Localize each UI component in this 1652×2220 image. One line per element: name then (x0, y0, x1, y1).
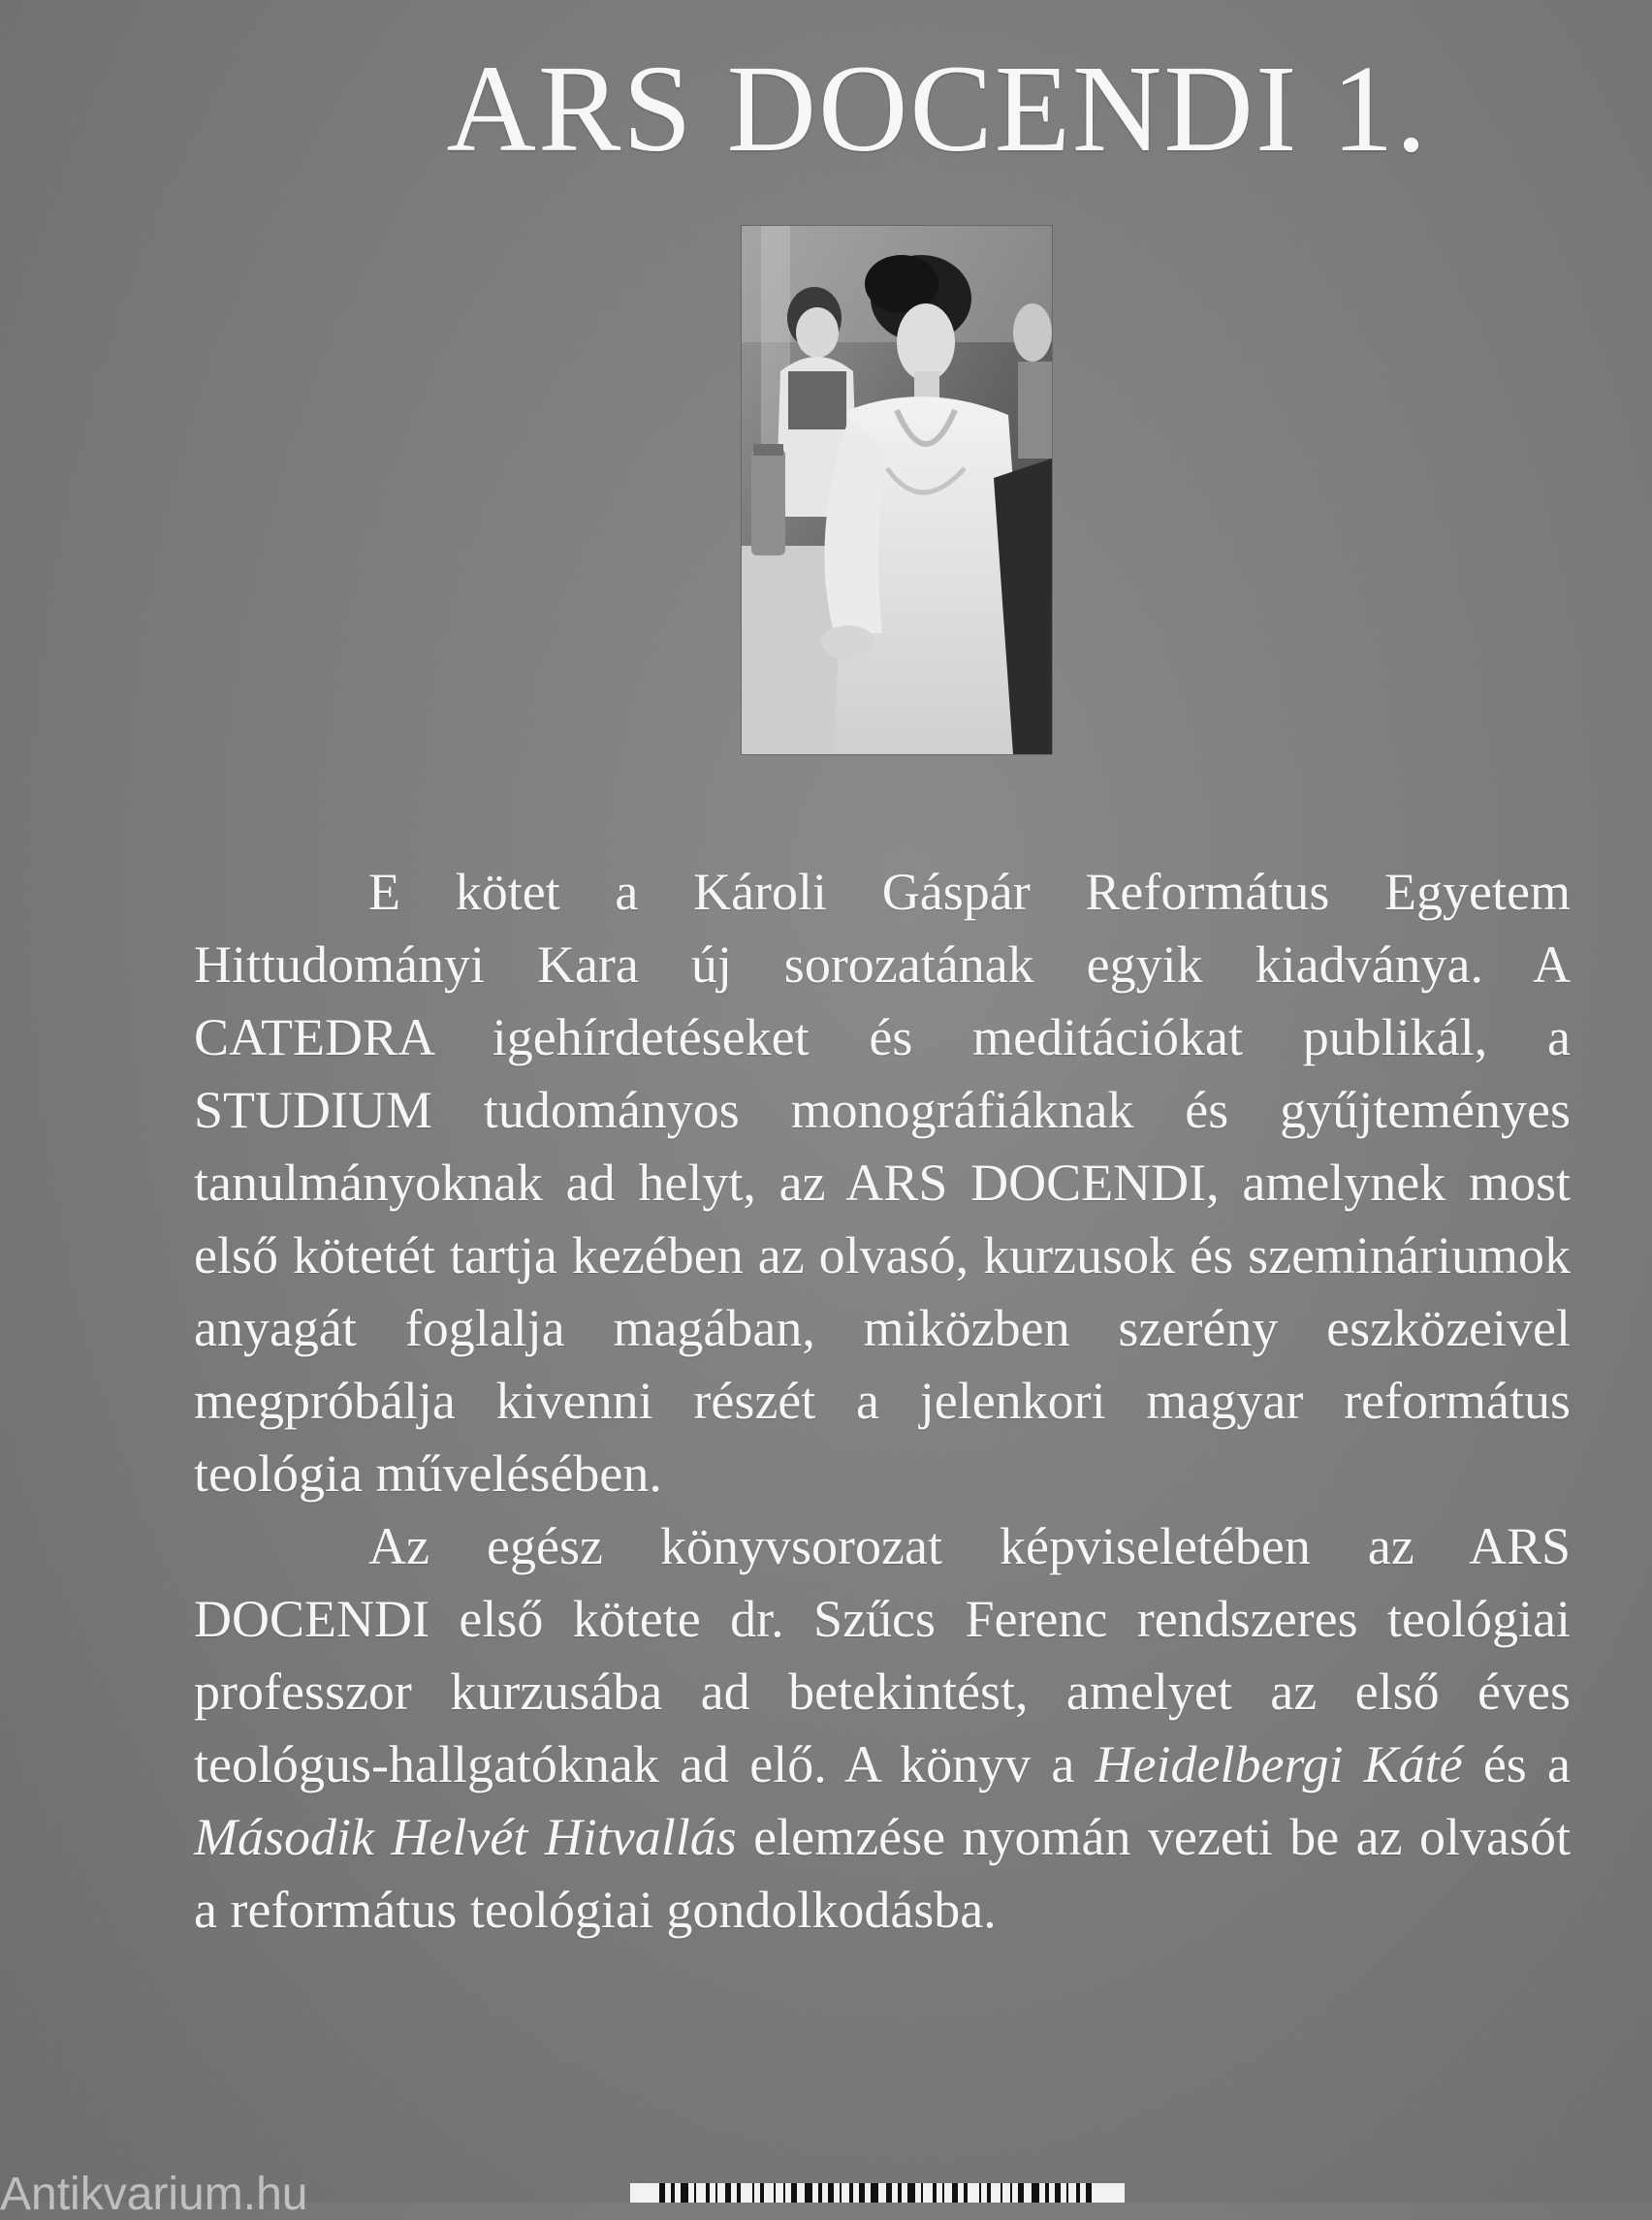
barcode-bar (979, 2183, 981, 2203)
barcode-bar (706, 2183, 710, 2203)
barcode-bar (752, 2183, 754, 2203)
description-paragraph-2: Az egész könyvsorozat képviseletében az ARS DOCENDI első kötete dr. Szűcs Ferenc rendszeres teológiai professzor kurzusába ad betekintést, amelyet az első éves teológus-hallgatóknak ad elő. A könyv a Heidelbergi Káté és a Második Helvét Hitvallás elemzése nyomán vezeti be az olvasót a református teológiai gondolkodásba. (194, 1517, 1571, 1939)
second-helvetic-confession-title: Második Helvét Hitvallás (194, 1808, 737, 1866)
barcode-bar (737, 2183, 741, 2203)
barcode-bar (987, 2183, 991, 2203)
barcode-bar (791, 2183, 797, 2203)
barcode-bar (886, 2183, 892, 2203)
barcode-bar (871, 2183, 878, 2203)
barcode-bar (1055, 2183, 1061, 2203)
barcode-bar (694, 2183, 696, 2203)
barcode-bar (681, 2183, 688, 2203)
barcode-bar (849, 2183, 853, 2203)
barcode-bar (1018, 2183, 1024, 2203)
barcode-bar (964, 2183, 968, 2203)
barcode-bar (898, 2183, 902, 2203)
barcode-bar (933, 2183, 937, 2203)
barcode-bar (671, 2183, 675, 2203)
barcode-bar (1076, 2183, 1080, 2203)
barcode-bar (715, 2183, 717, 2203)
barcode-bar (952, 2183, 958, 2203)
cover-title: ARS DOCENDI 1. (446, 40, 1429, 177)
barcode-bar (1001, 2183, 1002, 2203)
barcode-bar (1045, 2183, 1049, 2203)
barcode-bar (828, 2183, 834, 2203)
barcode-bar (760, 2183, 764, 2203)
barcode-bar (774, 2183, 776, 2203)
description-paragraph-1: E kötet a Károli Gáspár Református Egyetem Hittudományi Kara új sorozatának egyik kiadványa. A CATEDRA igehírdetéseket és meditációkat publikál, a STUDIUM tudományos monográfiáknak és gyűjteményes tanulmányoknak ad helyt, az ARS DOCENDI, amelynek most első kötetét tartja kezében az olvasó, kurzusok és szemináriumok anyagát foglalja magában, miközben szerény eszközeivel megpróbálja kivenni részét a jelenkori magyar református teológia művelésében. (194, 863, 1571, 1503)
heidelberg-catechism-title: Heidelbergi Káté (1095, 1735, 1463, 1793)
barcode-bar (1010, 2183, 1012, 2203)
barcode-bar (818, 2183, 822, 2203)
barcode-bar (921, 2183, 923, 2203)
barcode-bar (1086, 2183, 1092, 2203)
barcode-bar (859, 2183, 865, 2203)
barcode-bar (783, 2183, 785, 2203)
barcode-bar (942, 2183, 944, 2203)
barcode-bar (840, 2183, 842, 2203)
barcode-bar (907, 2183, 915, 2203)
barcode (630, 2183, 1125, 2203)
cover-photo (742, 226, 1052, 754)
watermark: Antikvarium.hu (0, 2169, 308, 2220)
barcode-bar (1066, 2183, 1068, 2203)
barcode-bar (805, 2183, 812, 2203)
barcode-bar (725, 2183, 731, 2203)
description-text (194, 856, 1571, 1947)
barcode-bar (1032, 2183, 1039, 2203)
barcode-bar (659, 2183, 665, 2203)
